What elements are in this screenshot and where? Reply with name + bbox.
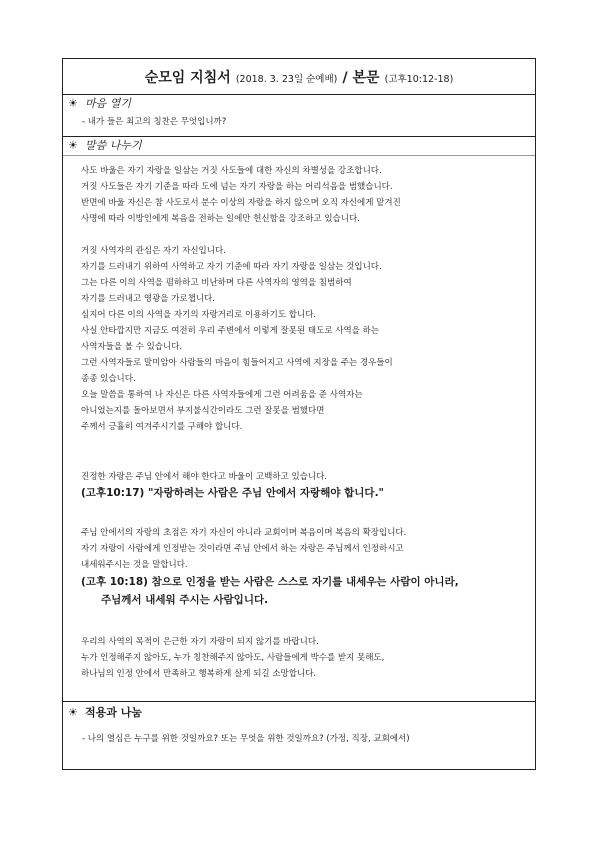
paragraph-2 — [81, 243, 521, 435]
body-line: 자기 자랑이 사람에게 인정받는 것이라면 주님 안에서 하는 자랑은 주님께서 인정하시고 — [81, 544, 404, 554]
body-line: 오늘 말씀을 통하여 나 자신은 다른 사역자들에게 그런 어려움을 준 사역자는 — [81, 390, 363, 400]
section-heading — [63, 95, 535, 113]
body-line: 진정한 자랑은 주님 안에서 해야 한다고 바울이 고백하고 있습니다. — [81, 472, 328, 482]
verse-quote-continued: 주님께서 내세워 주시는 사람입니다. — [101, 594, 269, 606]
body-line: 주님 안에서의 자랑의 초점은 자기 자신이 아니라 교회이며 복음이며 복음의 확장입니다. — [81, 528, 407, 538]
section-sharing-word — [63, 137, 535, 702]
body-line: 심지어 다른 이의 사역을 자기의 자랑거리로 이용하기도 합니다. — [81, 310, 317, 320]
scripture-reference: (고후10:12-18) — [384, 74, 454, 85]
body-line: 사도 바울은 자기 자랑을 일삼는 거짓 사도들에 대한 자신의 차별성을 강조합니다. — [81, 166, 382, 176]
body-line: 거짓 사도들은 자기 기준을 따라 도에 넘는 자기 자랑을 하는 어리석음을 범했습니다. — [81, 182, 393, 192]
body-line: 하나님의 인정 안에서 만족하고 행복하게 살게 되길 소망합니다. — [81, 669, 317, 679]
section-open-heart — [63, 95, 535, 137]
section-heading — [63, 704, 535, 722]
body-line: 누가 인정해주지 않아도, 누가 칭찬해주지 않아도, 사람들에게 박수를 받지 못해도, — [81, 653, 385, 663]
opening-question: - 내가 들은 최고의 칭찬은 무엇입니까? — [82, 117, 227, 127]
text-label: / 본문 — [342, 70, 380, 86]
paragraph-5 — [81, 634, 521, 682]
body-line: 주께서 긍휼히 여겨주시기를 구해야 합니다. — [81, 422, 243, 432]
body-line: 우리의 사역의 목적이 은근한 자기 자랑이 되지 않기를 바랍니다. — [81, 637, 319, 647]
paragraph-4 — [81, 525, 521, 609]
body-line: 사실 안타깝지만 지금도 여전히 우리 주변에서 이렇게 잘못된 태도로 사역을 하는 — [81, 326, 379, 336]
worksheet-title: 순모임 지침서 — [144, 70, 231, 86]
body-line: 종종 있습니다. — [81, 374, 136, 384]
application-question: - 나의 열심은 누구를 위한 것일까요? 또는 무엇을 위한 것일까요? (가정, 직장, 교회에서) — [82, 734, 410, 744]
section-heading-label: 마음 열기 — [85, 97, 132, 110]
verse-quote: (고후10:17) "자랑하려는 사람은 주님 안에서 자랑해야 합니다." — [81, 487, 385, 499]
body-line: 사역자들을 볼 수 있습니다. — [81, 342, 183, 352]
body-line: 반면에 바울 자신은 참 사도로서 분수 이상의 자랑을 하지 않으며 오직 자신에게 맡겨진 — [81, 198, 401, 208]
section-heading-label: 적용과 나눔 — [85, 706, 142, 719]
section-heading — [63, 137, 535, 156]
sun-icon: ☀ — [68, 97, 78, 110]
body-line: 사명에 따라 이방인에게 복음을 전하는 일에만 헌신함을 강조하고 있습니다. — [81, 214, 360, 224]
paragraph-1 — [81, 163, 521, 227]
body-line: 자기를 드러내기 위하여 사역하고 자기 기준에 따라 자기 자랑을 일삼는 것입니다. — [81, 262, 382, 272]
body-line: 그는 다른 이의 사역을 폄하하고 비난하며 다른 사역자의 영역을 침범하여 — [81, 278, 352, 288]
body-line: 아니었는지를 돌아보면서 부지불식간이라도 그런 잘못을 범했다면 — [81, 406, 325, 416]
title-row — [63, 59, 535, 95]
section-application — [63, 702, 535, 746]
body-line: 거짓 사역자의 관심은 자기 자신입니다. — [81, 246, 226, 256]
sun-icon: ☀ — [68, 139, 78, 152]
verse-quote: (고후 10:18) 참으로 인정을 받는 사람은 스스로 자기를 내세우는 사람이 아니라, — [81, 576, 459, 588]
sun-icon: ☀ — [68, 706, 78, 719]
body-line: 그런 사역자들로 말미암아 사람들의 마음이 힘들어지고 사역에 지장을 주는 경우들이 — [81, 358, 393, 368]
worksheet-page — [62, 58, 536, 770]
body-line: 내세워주시는 것을 말합니다. — [81, 560, 188, 570]
body-line: 자기를 드러내고 영광을 가로챕니다. — [81, 294, 215, 304]
service-date: (2018. 3. 23일 순예배) — [235, 74, 338, 85]
section-heading-label: 말씀 나누기 — [85, 139, 142, 152]
paragraph-3 — [81, 469, 521, 502]
